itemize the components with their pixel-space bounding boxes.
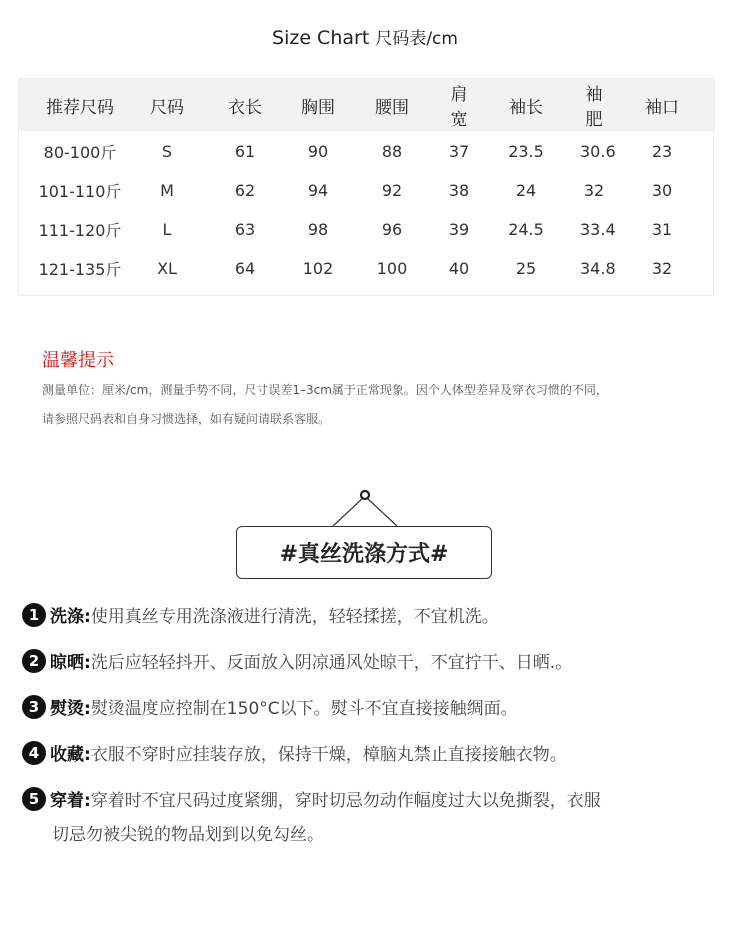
table-cell: 24.5 (508, 220, 544, 239)
care-item-wash (22, 600, 712, 634)
table-cell: 33.4 (580, 220, 616, 239)
page-title (0, 24, 730, 49)
number-2-icon: 2 (22, 649, 46, 673)
care-item-label: 熨烫: (50, 699, 91, 719)
header-waist: 腰围 (375, 97, 409, 118)
care-item-label: 晾晒: (50, 653, 91, 673)
table-cell: 39 (448, 220, 470, 239)
table-cell: 32 (583, 181, 605, 200)
table-cell: 64 (234, 259, 256, 278)
table-cell: 100 (376, 259, 408, 278)
table-row (19, 131, 715, 171)
header-shoulder: 肩宽 (450, 85, 468, 130)
table-cell: 32 (651, 259, 673, 278)
title-en: Size Chart (272, 27, 370, 49)
table-cell: 40 (448, 259, 470, 278)
table-cell: 94 (307, 181, 329, 200)
table-cell: 30.6 (580, 142, 616, 161)
table-cell: 25 (515, 259, 537, 278)
header-size: 尺码 (150, 97, 184, 118)
header-chest: 胸围 (301, 97, 335, 118)
table-cell: 98 (307, 220, 329, 239)
table-cell: M (160, 181, 174, 200)
number-3-icon: 3 (22, 695, 46, 719)
care-item-storage (22, 738, 712, 772)
header-length: 衣长 (228, 97, 262, 118)
care-item-text: 穿着时不宜尺码过度紧绷，穿时切忌勿动作幅度过大以免撕裂，衣服 (90, 791, 601, 811)
tips-text-line-2: 请参照尺码表和自身习惯选择，如有疑问请联系客服。 (42, 412, 331, 426)
care-item-label: 穿着: (50, 791, 91, 811)
table-cell: XL (157, 259, 177, 278)
table-row (19, 249, 715, 288)
care-item-text: 使用真丝专用洗涤液进行清洗，轻轻揉搓，不宜机洗。 (90, 607, 499, 627)
hanger-icon (330, 486, 400, 528)
table-row (19, 171, 715, 210)
table-cell: 63 (234, 220, 256, 239)
table-cell: L (162, 220, 172, 239)
care-item-text-continued: 切忌勿被尖锐的物品划到以免勾丝。 (52, 825, 324, 845)
table-cell: 101-110斤 (38, 182, 122, 201)
care-item-iron (22, 692, 712, 726)
table-row (19, 210, 715, 249)
header-cuff: 袖口 (645, 97, 679, 118)
table-cell: 61 (234, 142, 256, 161)
table-cell: 37 (448, 142, 470, 161)
header-sleeve-length: 袖长 (509, 97, 543, 118)
table-cell: 111-120斤 (38, 221, 122, 240)
tips-title: 温馨提示 (42, 350, 114, 371)
table-cell: 90 (307, 142, 329, 161)
table-header-row (19, 79, 715, 131)
care-item-text: 衣服不穿时应挂装存放，保持干燥，樟脑丸禁止直接接触衣物。 (90, 745, 567, 765)
title-cn: 尺码表/cm (375, 29, 458, 49)
care-item-text: 洗后应轻轻抖开、反面放入阴凉通风处晾干，不宜拧干、日晒.。 (90, 653, 573, 673)
care-item-dry (22, 646, 712, 680)
table-cell: 88 (381, 142, 403, 161)
header-recommended-size: 推荐尺码 (46, 97, 114, 118)
care-title: #真丝洗涤方式# (236, 526, 492, 579)
care-item-text: 熨烫温度应控制在150°C以下。熨斗不宜直接接触绸面。 (90, 699, 518, 719)
table-cell: 62 (234, 181, 256, 200)
header-sleeve-width: 袖肥 (585, 85, 603, 130)
table-cell: 30 (651, 181, 673, 200)
care-item-wear (22, 784, 712, 852)
table-cell: 92 (381, 181, 403, 200)
table-cell: 23.5 (508, 142, 544, 161)
table-cell: 34.8 (580, 259, 616, 278)
table-cell: 24 (515, 181, 537, 200)
number-1-icon: 1 (22, 603, 46, 627)
table-cell: S (161, 142, 173, 161)
table-cell: 121-135斤 (38, 260, 122, 279)
table-cell: 38 (448, 181, 470, 200)
size-chart-table (18, 78, 714, 296)
care-item-label: 收藏: (50, 745, 91, 765)
tips-text-line-1: 测量单位：厘米/cm，测量手势不同，尺寸误差1–3cm属于正常现象。因个人体型差异及穿衣习惯的不同， (42, 383, 608, 397)
number-5-icon: 5 (22, 787, 46, 811)
number-4-icon: 4 (22, 741, 46, 765)
table-cell: 96 (381, 220, 403, 239)
table-cell: 31 (651, 220, 673, 239)
care-item-label: 洗涤: (50, 607, 91, 627)
table-cell: 80-100斤 (43, 143, 117, 162)
table-cell: 23 (651, 142, 673, 161)
table-cell: 102 (302, 259, 334, 278)
